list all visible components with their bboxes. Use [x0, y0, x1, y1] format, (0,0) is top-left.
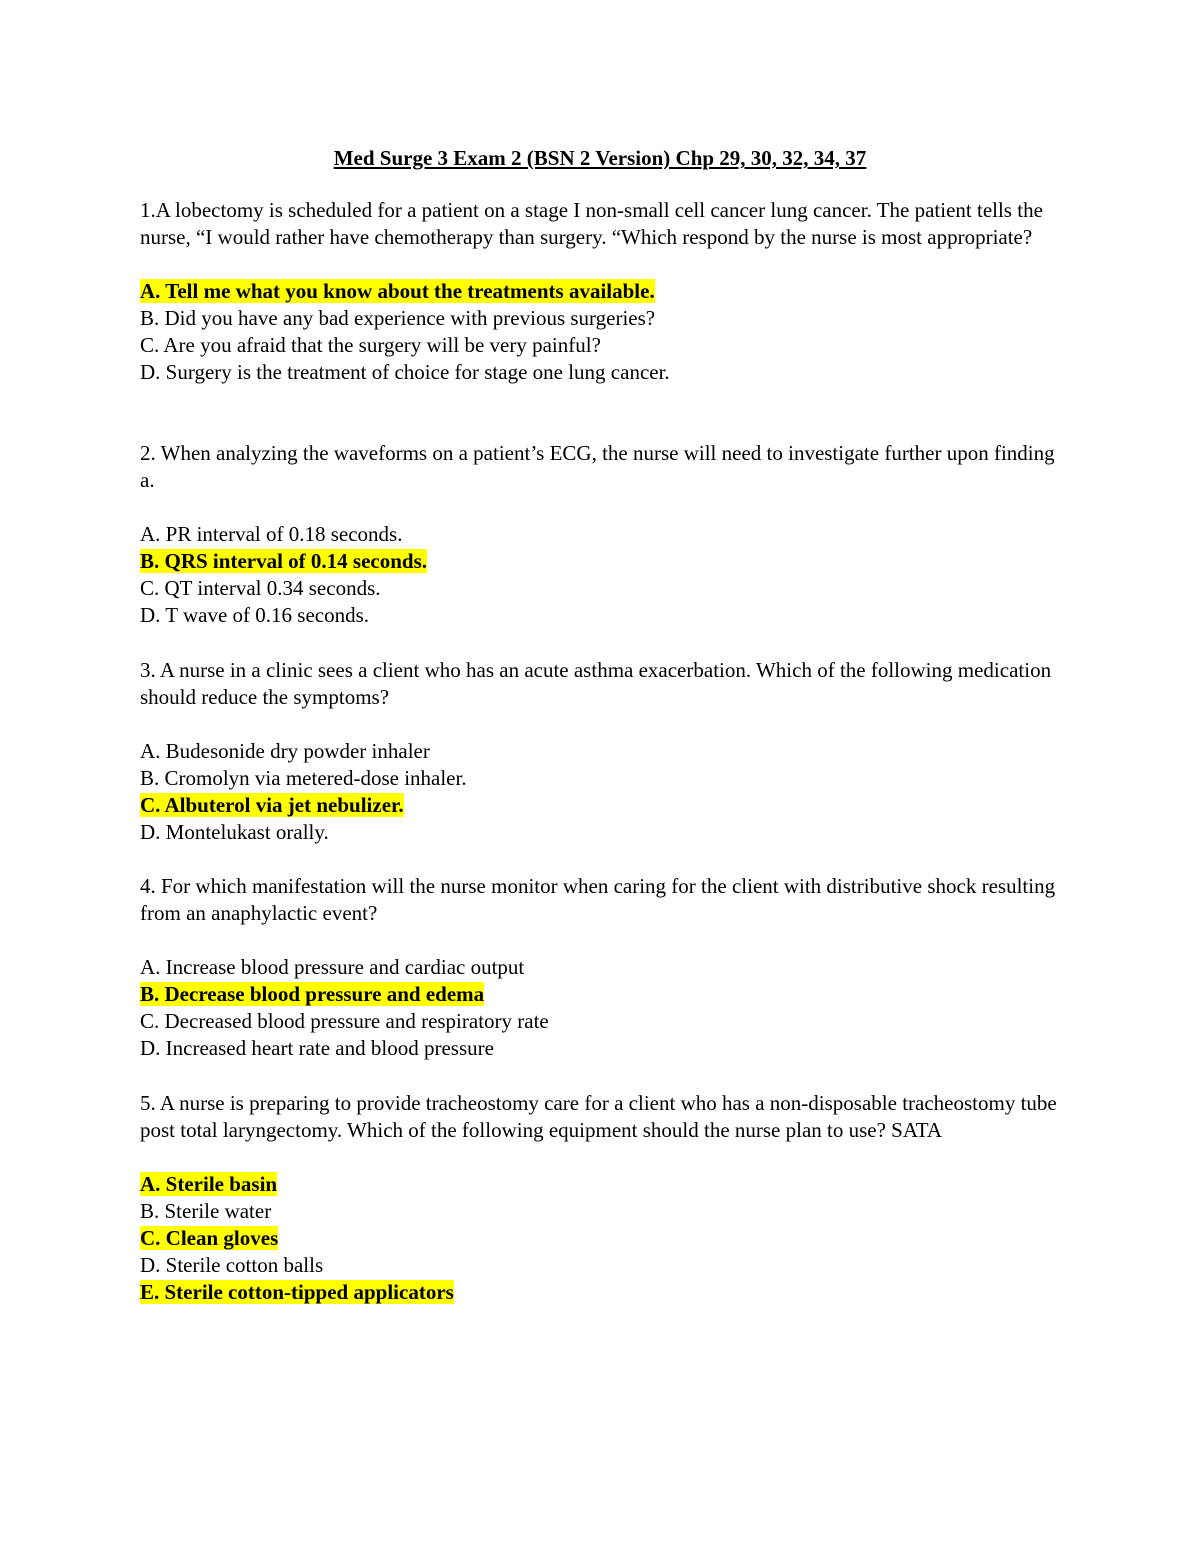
question-stem: 1.A lobectomy is scheduled for a patient on a stage I non-small cell cancer lung cancer. The patient tells the nurse, “I would rather have chemotherapy than surgery. “Which respond by the nurse is most appropriate? [140, 198, 1043, 249]
answer-choice [140, 521, 1065, 548]
answer-text: C. Are you afraid that the surgery will be very painful? [140, 333, 601, 357]
question-1 [140, 197, 1065, 386]
answer-text: B. Did you have any bad experience with previous surgeries? [140, 306, 656, 330]
answer-choice [140, 359, 1065, 386]
answer-text-correct: A. Sterile basin [140, 1172, 278, 1196]
answer-choice [140, 819, 1065, 846]
answer-text: D. Sterile cotton balls [140, 1253, 324, 1277]
page-title: Med Surge 3 Exam 2 (BSN 2 Version) Chp 29, 30, 32, 34, 37 [333, 146, 867, 170]
answer-text-correct: B. QRS interval of 0.14 seconds. [140, 549, 428, 573]
answer-text: A. PR interval of 0.18 seconds. [140, 522, 403, 546]
question-3 [140, 657, 1065, 846]
answer-choice [140, 1035, 1065, 1062]
answer-text: C. Decreased blood pressure and respiratory rate [140, 1009, 549, 1033]
answer-choices [140, 278, 1065, 386]
answer-text: D. T wave of 0.16 seconds. [140, 603, 370, 627]
answer-text-correct: A. Tell me what you know about the treatments available. [140, 279, 655, 303]
question-stem: 5. A nurse is preparing to provide tracheostomy care for a client who has a non-disposable tracheostomy tube post total laryngectomy. Which of the following equipment should the nurse plan to use? SATA [140, 1091, 1057, 1142]
answer-choice [140, 738, 1065, 765]
answer-choice [140, 954, 1065, 981]
answer-text: B. Cromolyn via metered-dose inhaler. [140, 766, 467, 790]
answer-text: A. Increase blood pressure and cardiac output [140, 955, 525, 979]
answer-text-correct: B. Decrease blood pressure and edema [140, 982, 485, 1006]
answer-text: A. Budesonide dry powder inhaler [140, 739, 430, 763]
answer-choice [140, 332, 1065, 359]
answer-choice [140, 1225, 1065, 1252]
answer-text-correct: E. Sterile cotton-tipped applicators [140, 1280, 454, 1304]
question-stem: 4. For which manifestation will the nurse monitor when caring for the client with distributive shock resulting from an anaphylactic event? [140, 874, 1056, 925]
answer-text: D. Increased heart rate and blood pressure [140, 1036, 494, 1060]
answer-text: D. Montelukast orally. [140, 820, 329, 844]
answer-choice [140, 602, 1065, 629]
answer-text-correct: C. Albuterol via jet nebulizer. [140, 793, 404, 817]
question-4 [140, 873, 1065, 1062]
answer-choice [140, 1198, 1065, 1225]
answer-choice [140, 1252, 1065, 1279]
answer-choice [140, 278, 1065, 305]
answer-choices [140, 738, 1065, 846]
answer-choices [140, 521, 1065, 629]
answer-choices [140, 1171, 1065, 1306]
answer-text-correct: C. Clean gloves [140, 1226, 279, 1250]
answer-choice [140, 765, 1065, 792]
question-stem: 3. A nurse in a clinic sees a client who has an acute asthma exacerbation. Which of the following medication should reduce the symptoms? [140, 658, 1052, 709]
answer-text: B. Sterile water [140, 1199, 272, 1223]
answer-choice [140, 575, 1065, 602]
answer-choice [140, 305, 1065, 332]
question-stem: 2. When analyzing the waveforms on a patient’s ECG, the nurse will need to investigate further upon finding a. [140, 441, 1055, 492]
answer-text: D. Surgery is the treatment of choice for stage one lung cancer. [140, 360, 670, 384]
answer-choice [140, 1008, 1065, 1035]
answer-choice [140, 548, 1065, 575]
answer-choice [140, 1171, 1065, 1198]
answer-choice [140, 1279, 1065, 1306]
question-2 [140, 440, 1065, 629]
answer-text: C. QT interval 0.34 seconds. [140, 576, 381, 600]
answer-choice [140, 792, 1065, 819]
question-5 [140, 1090, 1065, 1306]
answer-choice [140, 981, 1065, 1008]
answer-choices [140, 954, 1065, 1062]
